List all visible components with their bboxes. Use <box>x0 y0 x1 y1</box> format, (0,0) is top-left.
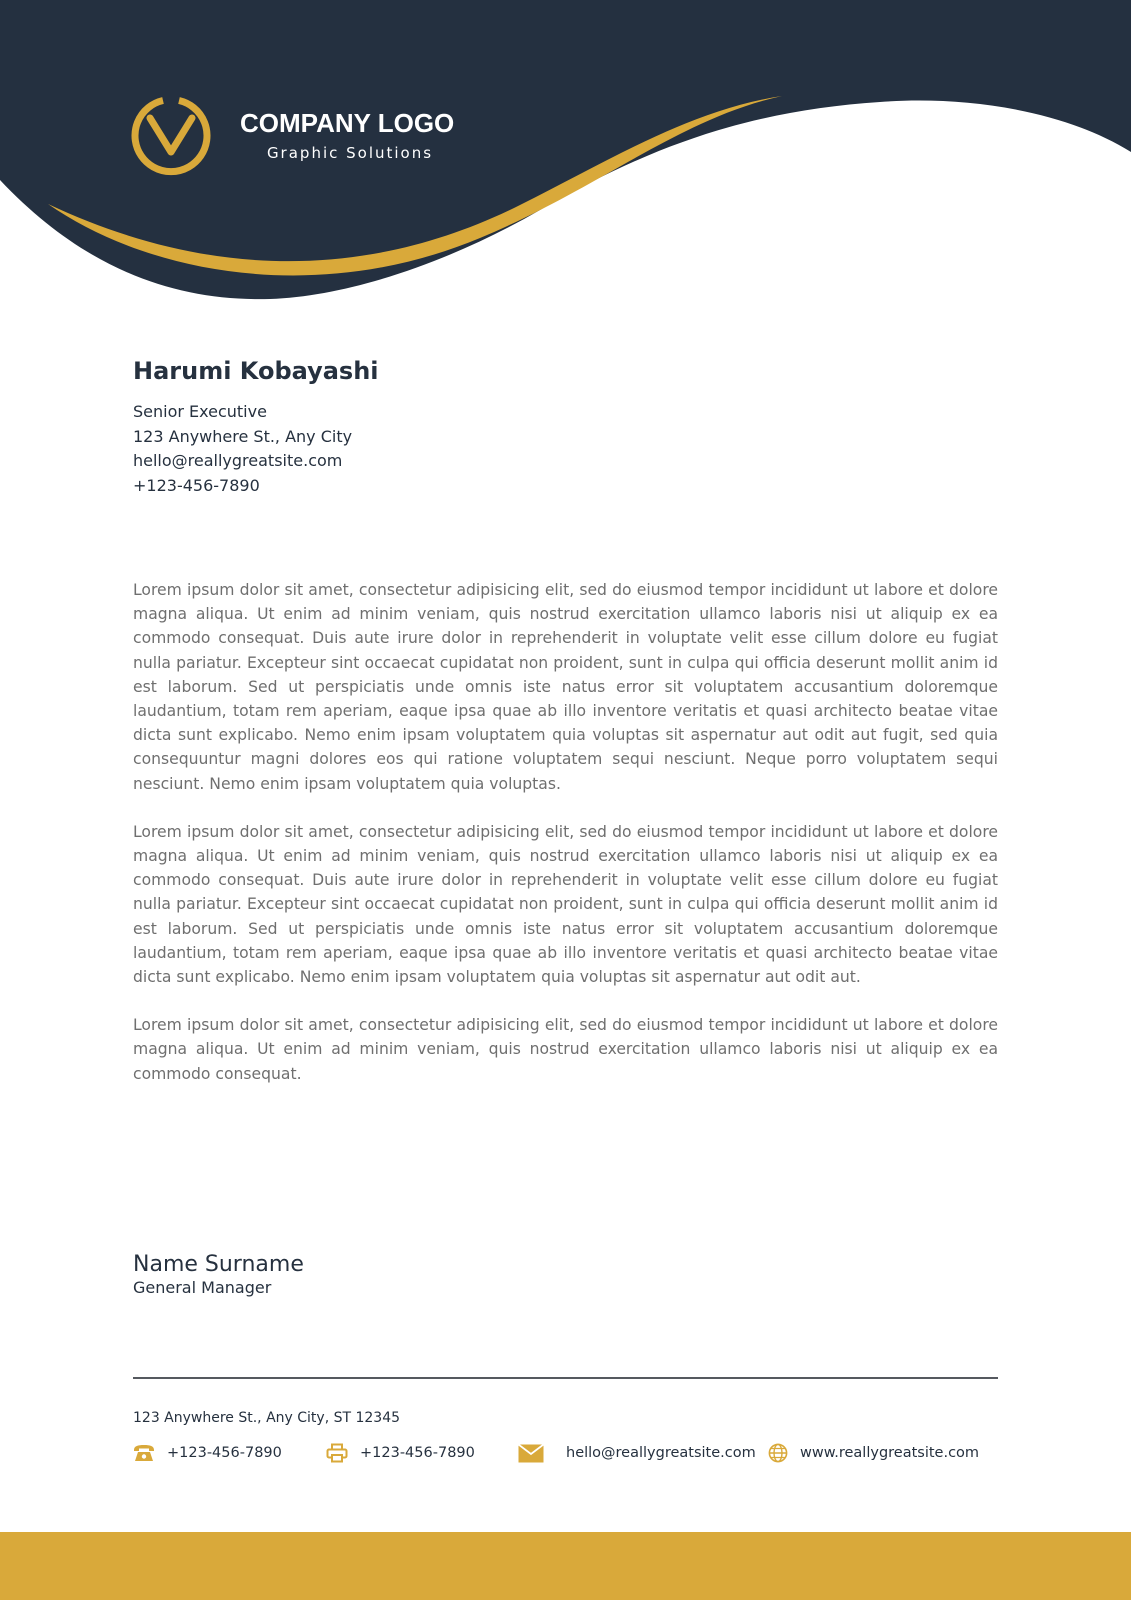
body-paragraph: Lorem ipsum dolor sit amet, consectetur adipisicing elit, sed do eiusmod tempor incididunt ut labore et dolore magna aliqua. Ut enim ad minim veniam, quis nostrud exercitation ullamco laboris nisi ut aliquip ex ea commodo consequat. Duis aute irure dolor in reprehenderit in voluptate velit esse cillum dolore eu fugiat nulla pariatur. Excepteur sint occaecat cupidatat non proident, sunt in culpa qui officia deserunt mollit anim id est laborum. Sed ut perspiciatis unde omnis iste natus error sit voluptatem accusantium doloremque laudantium, totam rem aperiam, eaque ipsa quae ab illo inventore veritatis et quasi architecto beatae vitae dicta sunt explicabo. Nemo enim ipsam voluptatem quia voluptas sit aspernatur aut odit aut fugit, sed quia consequuntur magni dolores eos qui ratione voluptatem sequi nesciunt. Neque porro voluptatem sequi nesciunt. Nemo enim ipsam voluptatem quia voluptas. <box>133 581 998 793</box>
footer-address: 123 Anywhere St., Any City, ST 12345 <box>133 1410 401 1426</box>
footer-bar <box>0 1532 1131 1600</box>
sender-block <box>133 356 633 498</box>
logo-subtitle: Graphic Solutions <box>266 144 434 162</box>
footer-email <box>518 1442 756 1464</box>
footer-fax <box>326 1442 475 1464</box>
footer-divider <box>133 1377 998 1379</box>
body-paragraph: Lorem ipsum dolor sit amet, consectetur adipisicing elit, sed do eiusmod tempor incididunt ut labore et dolore magna aliqua. Ut enim ad minim veniam, quis nostrud exercitation ullamco laboris nisi ut aliquip ex ea commodo consequat. Duis aute irure dolor in reprehenderit in voluptate velit esse cillum dolore eu fugiat nulla pariatur. Excepteur sint occaecat cupidatat non proident, sunt in culpa qui officia deserunt mollit anim id est laborum. Sed ut perspiciatis unde omnis iste natus error sit voluptatem accusantium doloremque laudantium, totam rem aperiam, eaque ipsa quae ab illo inventore veritatis et quasi architecto beatae vitae dicta sunt explicabo. Nemo enim ipsam voluptatem quia voluptas sit aspernatur aut odit aut. <box>133 822 998 987</box>
footer-fax-value: +123-456-7890 <box>360 1445 475 1461</box>
globe-icon <box>768 1443 788 1463</box>
sender-phone: +123-456-7890 <box>133 475 260 495</box>
logo-title: COMPANY LOGO <box>240 108 455 138</box>
sender-email: hello@reallygreatsite.com <box>133 451 343 470</box>
footer-phone <box>133 1442 282 1464</box>
signature-name: Name Surname <box>133 1252 304 1277</box>
footer-phone-value: +123-456-7890 <box>167 1445 282 1461</box>
footer-website-value: www.reallygreatsite.com <box>800 1445 980 1461</box>
letter-body <box>133 578 998 1110</box>
signature-title: General Manager <box>133 1278 272 1297</box>
company-logo-icon <box>130 96 212 178</box>
sender-address: 123 Anywhere St., Any City <box>133 426 353 446</box>
body-paragraph: Lorem ipsum dolor sit amet, consectetur adipisicing elit, sed do eiusmod tempor incididunt ut labore et dolore magna aliqua. Ut enim ad minim veniam, quis nostrud exercitation ullamco laboris nisi ut aliquip ex ea commodo consequat. <box>133 1016 998 1083</box>
envelope-icon <box>518 1444 544 1463</box>
fax-icon <box>326 1443 348 1463</box>
phone-icon <box>133 1444 155 1462</box>
footer-website <box>768 1442 979 1464</box>
sender-title: Senior Executive <box>133 402 267 421</box>
footer-email-value: hello@reallygreatsite.com <box>566 1445 756 1461</box>
signature-block <box>133 1252 304 1298</box>
sender-name: Harumi Kobayashi <box>133 357 379 385</box>
